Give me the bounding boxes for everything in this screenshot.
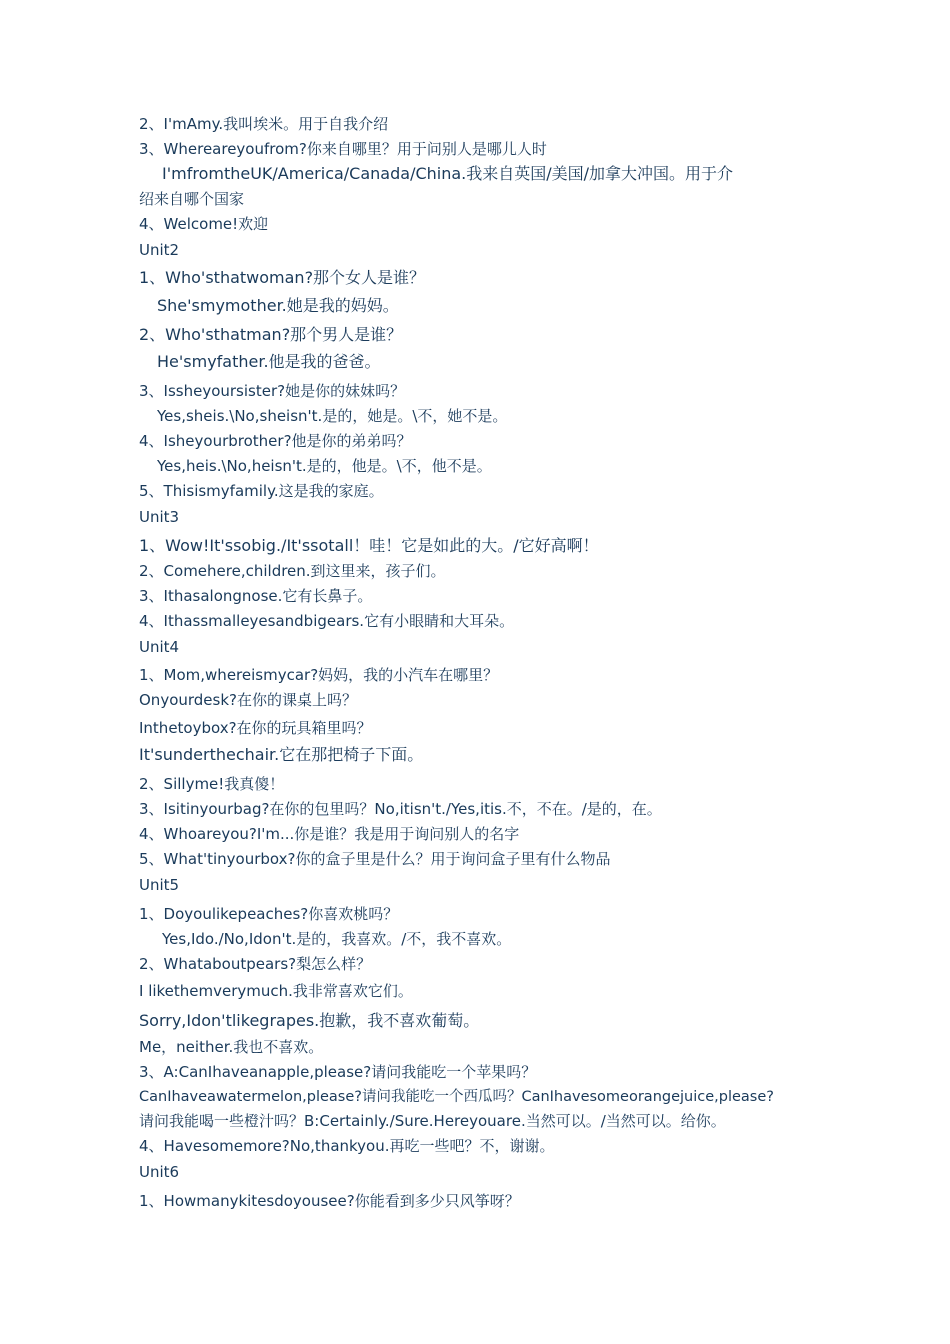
- text-line: 3、Ithasalongnose.它有长鼻子。: [139, 587, 373, 605]
- text-line: It'sunderthechair.它在那把椅子下面。: [139, 745, 424, 764]
- text-line: 1、Mom,whereismycar?妈妈，我的小汽车在哪里？: [139, 666, 499, 684]
- text-line: CanIhaveawatermelon,please?请问我能吃一个西瓜吗？CanIhavesomeorangejuice,please?: [139, 1089, 774, 1105]
- text-line: 4、Whoareyou?I'm...你是谁？我是用于询问别人的名字: [139, 825, 520, 843]
- text-line: 1、Doyoulikepeaches?你喜欢桃吗？: [139, 905, 399, 923]
- text-line: 2、Who'sthatman?那个男人是谁？: [139, 325, 403, 344]
- text-line: Yes,heis.\No,heisn't.是的，他是。\不，他不是。: [157, 457, 492, 475]
- text-line: Me，neither.我也不喜欢。: [139, 1038, 324, 1056]
- text-line: 3、Issheyoursister?她是你的妹妹吗？: [139, 382, 406, 400]
- text-line: 2、Comehere,children.到这里来，孩子们。: [139, 562, 446, 580]
- text-line: 绍来自哪个国家: [139, 190, 245, 208]
- text-line: 4、Welcome!欢迎: [139, 215, 269, 233]
- text-line: 1、Wow!It'ssobig./It'ssotall！哇！它是如此的大。/它好高啊！: [139, 536, 599, 555]
- unit-heading: Unit3: [139, 508, 180, 526]
- text-line: Yes,Ido./No,Idon't.是的，我喜欢。/不，我不喜欢。: [162, 930, 512, 948]
- text-line: Yes,sheis.\No,sheisn't.是的，她是。\不，她不是。: [157, 407, 508, 425]
- text-line: 3、Isitinyourbag?在你的包里吗？No,itisn't./Yes,itis.不，不在。/是的，在。: [139, 800, 662, 818]
- text-line: I likethemverymuch.我非常喜欢它们。: [139, 982, 413, 1000]
- text-line: I'mfromtheUK/America/Canada/China.我来自英国/美国/加拿大冲国。用于介: [162, 164, 734, 183]
- unit-heading: Unit5: [139, 876, 180, 894]
- text-line: 4、Ithassmalleyesandbigears.它有小眼睛和大耳朵。: [139, 612, 515, 630]
- text-line: 3、A:CanIhaveanapple,please?请问我能吃一个苹果吗？: [139, 1063, 537, 1081]
- text-line: She'smymother.她是我的妈妈。: [157, 296, 399, 315]
- text-line: 5、What'tinyourbox?你的盒子里是什么？用于询问盒子里有什么物品: [139, 850, 611, 868]
- text-line: 5、Thisismyfamily.这是我的家庭。: [139, 482, 384, 500]
- text-line: Inthetoybox?在你的玩具箱里吗？: [139, 719, 372, 737]
- text-line: 2、I'mAmy.我叫埃米。用于自我介绍: [139, 115, 389, 133]
- unit-heading: Unit6: [139, 1163, 180, 1181]
- text-line: 1、Howmanykitesdoyousee?你能看到多少只风筝呀？: [139, 1192, 520, 1210]
- text-line: 2、Whataboutpears?梨怎么样？: [139, 955, 372, 973]
- text-line: Sorry,Idon'tlikegrapes.抱歉，我不喜欢葡萄。: [139, 1011, 480, 1030]
- text-line: 1、Who'sthatwoman?那个女人是谁？: [139, 268, 426, 287]
- text-line: 4、Isheyourbrother?他是你的弟弟吗？: [139, 432, 412, 450]
- text-line: Onyourdesk?在你的课桌上吗？: [139, 691, 357, 709]
- text-line: 4、Havesomemore?No,thankyou.再吃一些吧？不，谢谢。: [139, 1137, 555, 1155]
- text-line: He'smyfather.他是我的爸爸。: [157, 352, 381, 371]
- text-line: 2、Sillyme!我真傻！: [139, 775, 285, 793]
- text-line: 请问我能喝一些橙汁吗？B:Certainly./Sure.Hereyouare.当然可以。/当然可以。给你。: [139, 1112, 726, 1130]
- unit-heading: Unit4: [139, 638, 180, 656]
- unit-heading: Unit2: [139, 241, 180, 259]
- text-line: 3、Whereareyoufrom?你来自哪里？用于问别人是哪儿人时: [139, 140, 547, 158]
